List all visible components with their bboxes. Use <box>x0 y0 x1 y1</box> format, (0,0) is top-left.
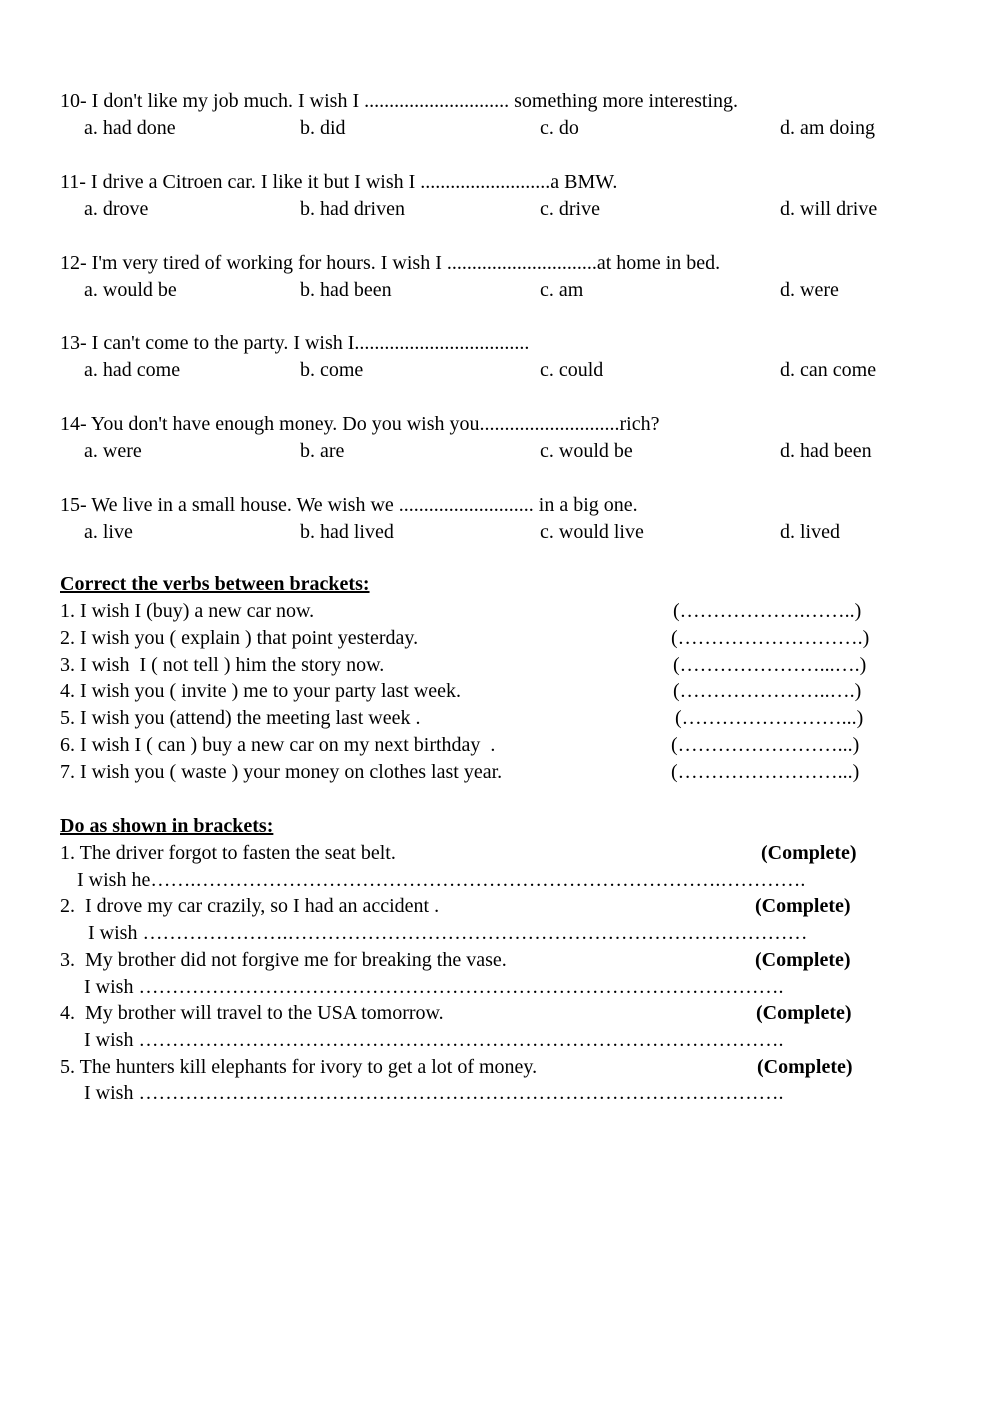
answer-option: a. live <box>84 521 133 543</box>
exercise-sentence: 1. I wish I (buy) a new car now. <box>60 600 315 622</box>
answer-option: d. had been <box>780 440 872 463</box>
answer-line: I wish ……………………………………………………………………………………. <box>84 975 784 998</box>
answer-option: c. do <box>540 117 579 139</box>
exercise-sentence: 7. I wish you ( waste ) your money on clothes last year. <box>60 760 503 783</box>
question-text: 13- I can't come to the party. I wish I................................... <box>60 332 530 355</box>
answer-option: c. drive <box>540 197 600 220</box>
answer-option: c. would live <box>540 521 644 543</box>
answer-option: b. had driven <box>300 197 405 220</box>
section-heading-do-as-shown: Do as shown in brackets: <box>60 815 274 837</box>
answer-line: I wish ………………….…………………………………………………………………… <box>88 922 808 945</box>
question-text: 12- I'm very tired of working for hours. I wish I ..............................at home in bed. <box>60 251 721 274</box>
instruction-label: (Complete) <box>761 842 857 864</box>
question-text: 14- You don't have enough money. Do you wish you............................rich? <box>60 413 660 436</box>
exercise-sentence: 3. I wish I ( not tell ) him the story now. <box>60 653 385 676</box>
answer-blank: (…………………..….) <box>673 680 862 703</box>
answer-option: b. come <box>300 359 364 382</box>
exercise-sentence: 4. My brother will travel to the USA tomorrow. <box>60 1002 444 1025</box>
answer-blank: (……………………...) <box>671 734 860 756</box>
exercise-sentence: 2. I wish you ( explain ) that point yesterday. <box>60 626 419 649</box>
exercise-sentence: 1. The driver forgot to fasten the seat belt. <box>60 842 396 864</box>
exercise-sentence: 5. I wish you (attend) the meeting last week . <box>60 707 421 730</box>
exercise-sentence: 5. The hunters kill elephants for ivory to get a lot of money. <box>60 1055 538 1078</box>
question-text: 11- I drive a Citroen car. I like it but I wish I ..........................a BMW. <box>60 170 618 193</box>
answer-option: c. would be <box>540 440 633 463</box>
answer-option: d. lived <box>780 521 840 543</box>
instruction-label: (Complete) <box>755 895 851 918</box>
instruction-label: (Complete) <box>757 1055 853 1078</box>
answer-line: I wish he…….…………………………………………………………………….…………. <box>77 868 806 891</box>
exercise-sentence: 3. My brother did not forgive me for breaking the vase. <box>60 948 507 971</box>
answer-blank: (…………………...….) <box>673 653 867 676</box>
answer-blank: (……………………...) <box>675 707 864 730</box>
answer-blank: (……………………….) <box>671 626 870 649</box>
answer-option: c. could <box>540 359 604 382</box>
exercise-sentence: 4. I wish you ( invite ) me to your party last week. <box>60 680 462 703</box>
answer-option: d. can come <box>780 359 877 382</box>
instruction-label: (Complete) <box>756 1002 852 1025</box>
question-text: 15- We live in a small house. We wish we ........................... in a big one. <box>60 494 638 516</box>
answer-option: a. had done <box>84 117 176 139</box>
answer-option: d. am doing <box>780 117 875 139</box>
answer-option: b. did <box>300 117 346 139</box>
answer-line: I wish ……………………………………………………………………………………. <box>84 1082 784 1105</box>
answer-blank: (……………….……..) <box>673 600 862 622</box>
answer-option: d. were <box>780 278 839 301</box>
exercise-sentence: 2. I drove my car crazily, so I had an accident . <box>60 895 440 918</box>
answer-option: a. had come <box>84 359 181 382</box>
answer-option: b. are <box>300 440 345 463</box>
answer-option: b. had lived <box>300 521 394 543</box>
instruction-label: (Complete) <box>755 948 851 971</box>
answer-option: a. would be <box>84 278 177 301</box>
answer-option: a. were <box>84 440 142 463</box>
answer-option: b. had been <box>300 278 392 301</box>
answer-option: a. drove <box>84 197 149 220</box>
answer-option: d. will drive <box>780 197 878 220</box>
answer-option: c. am <box>540 278 584 301</box>
answer-line: I wish ……………………………………………………………………………………. <box>84 1028 784 1051</box>
exercise-sentence: 6. I wish I ( can ) buy a new car on my next birthday . <box>60 734 496 756</box>
question-text: 10- I don't like my job much. I wish I ............................. something more interesting. <box>60 90 738 112</box>
section-heading-correct-verbs: Correct the verbs between brackets: <box>60 573 370 595</box>
answer-blank: (……………………...) <box>671 760 860 783</box>
